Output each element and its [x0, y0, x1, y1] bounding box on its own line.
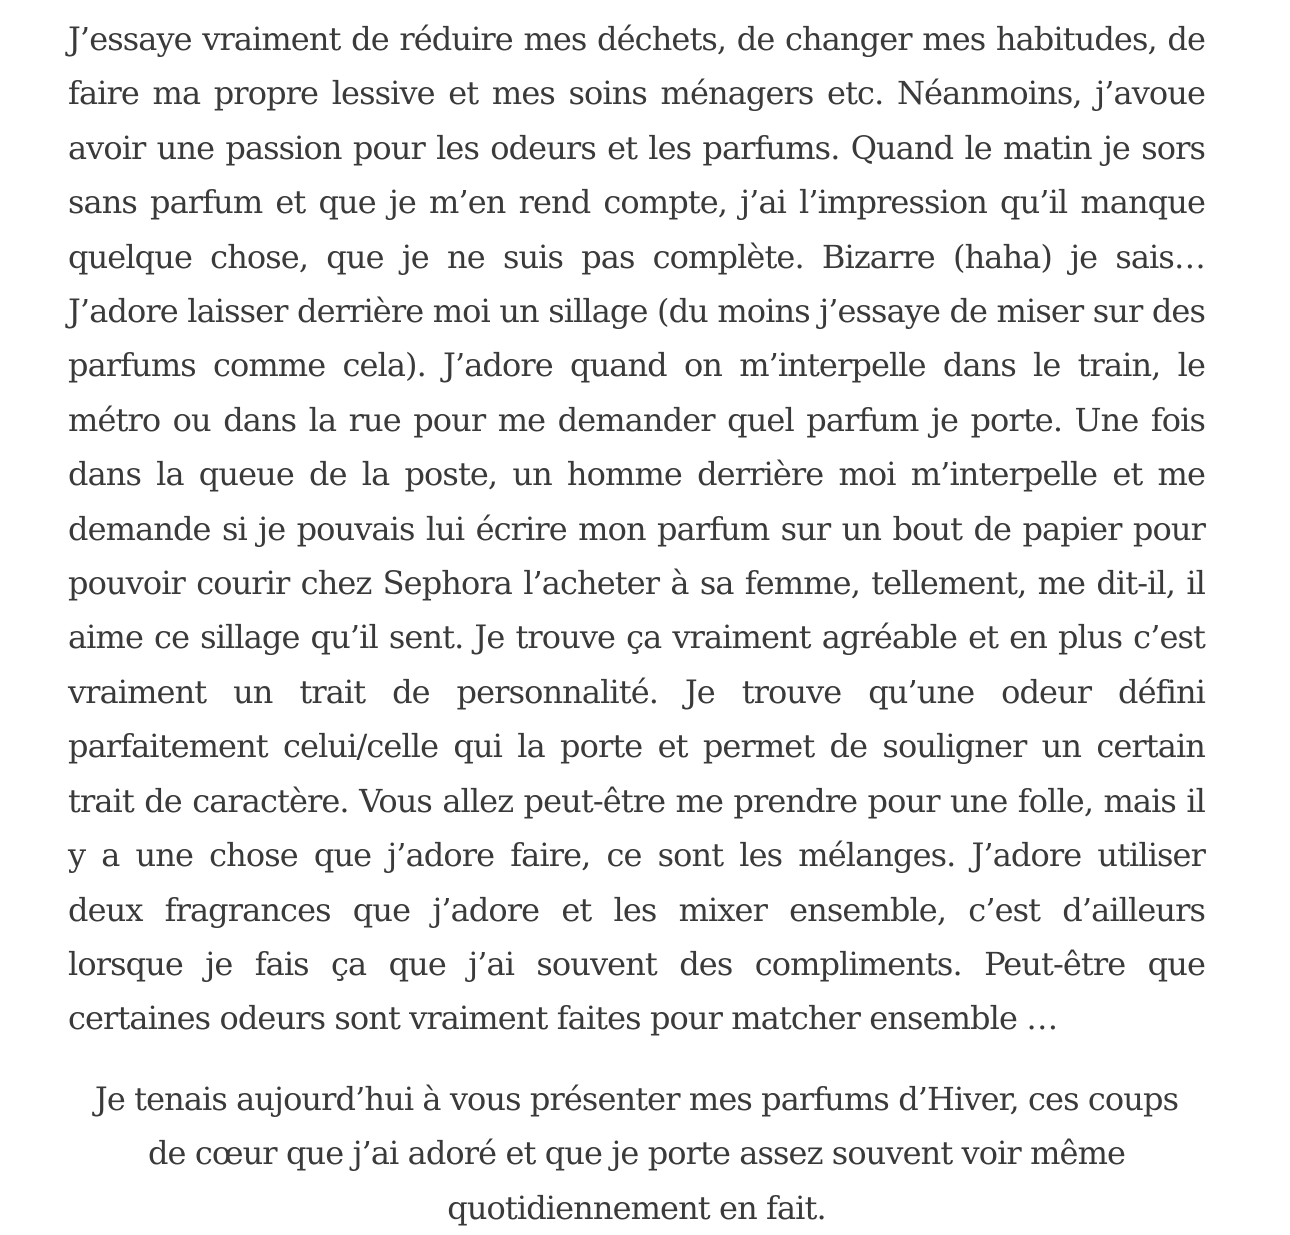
article-paragraph-winter-perfumes-intro: Je tenais aujourd’hui à vous présenter mes parfums d’Hiver, ces coups de cœur que j’ai adoré et que je porte assez souvent voir même quotidiennement en fait.: [94, 1079, 1179, 1227]
article-paragraph-perfume-passion: J’essaye vraiment de réduire mes déchets, de changer mes habitudes, de faire ma propre lessive et mes soins ménagers etc. Néanmoins, j’avoue avoir une passion pour les odeurs et les parfums. Quand le matin je sors sans parfum et que je m’en rend compte, j’ai l’impression qu’il manque quelque chose, que je ne suis pas complète. Bizarre (haha) je sais… J’adore laisser derrière moi un sillage (du moins j’essaye de miser sur des parfums comme cela). J’adore quand on m’interpelle dans le train, le métro ou dans la rue pour me demander quel parfum je porte. Une fois dans la queue de la poste, un homme derrière moi m’interpelle et me demande si je pouvais lui écrire mon parfum sur un bout de papier pour pouvoir courir chez Sephora l’acheter à sa femme, tellement, me dit-il, il aime ce sillage qu’il sent. Je trouve ça vraiment agréable et en plus c’est vraiment un trait de personnalité. Je trouve qu’une odeur défini parfaitement celui/celle qui la porte et permet de souligner un certain trait de caractère. Vous allez peut-être me prendre pour une folle, mais il y a une chose que j’adore faire, ce sont les mélanges. J’adore utiliser deux fragrances que j’adore et les mixer ensemble, c’est d’ailleurs lorsque je fais ça que j’ai souvent des compliments. Peut-être que certaines odeurs sont vraiment faites pour matcher ensemble …: [68, 20, 1205, 1038]
article-body: [68, 12, 1205, 1235]
